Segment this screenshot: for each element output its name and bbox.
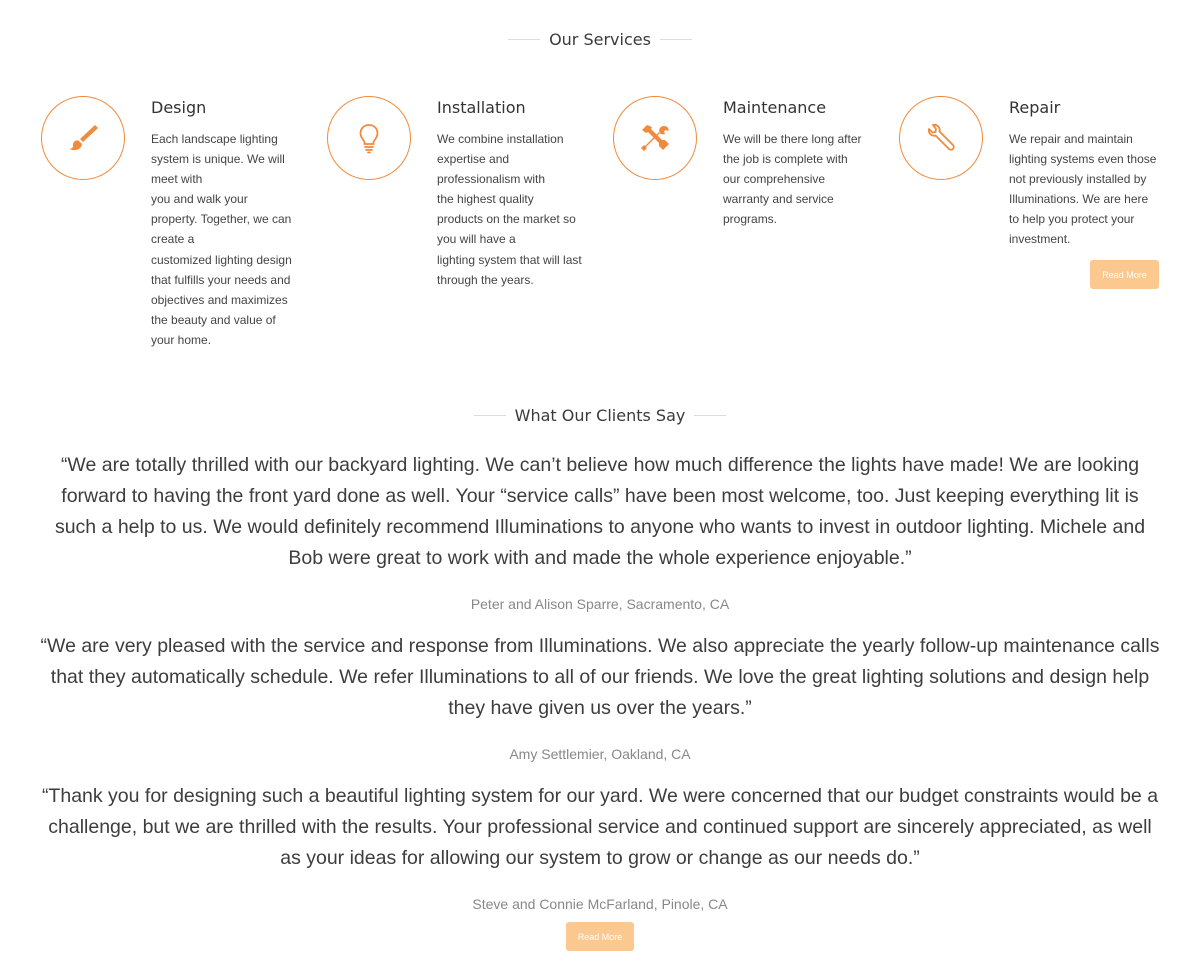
service-repair [899, 96, 1184, 366]
service-title: Repair [1009, 98, 1061, 117]
service-description: Each landscape lighting system is unique. We will meet with you and walk your property. Together, we can create a customized lighting design that fulfills your needs and objectives and maximizes the beauty and value of your home. [151, 132, 292, 347]
read-more-button[interactable]: Read More [1090, 260, 1159, 289]
divider [694, 415, 726, 416]
testimonial-author: Steve and Connie McFarland, Pinole, CA [472, 896, 728, 912]
divider [508, 39, 540, 40]
service-maintenance [613, 96, 898, 366]
service-description: We combine installation expertise and professionalism with the highest quality products on the market so you will have a lighting system that will last through the years. [437, 132, 582, 287]
testimonial-author: Peter and Alison Sparre, Sacramento, CA [470, 596, 730, 612]
lightbulb-icon [327, 96, 411, 180]
paintbrush-icon [41, 96, 125, 180]
testimonial-quote: “We are very pleased with the service and response from Illuminations. We also appreciate the yearly follow-up maintenance calls that they automatically schedule. We refer Illuminations to all of our friends. We love the great lighting solutions and design help they have given us over the years.” [40, 635, 1160, 719]
hammer-wrench-icon [613, 96, 697, 180]
services-title: Our Services [549, 29, 651, 49]
service-design [41, 96, 326, 366]
service-title: Design [151, 98, 207, 117]
clients-heading [0, 404, 1200, 426]
service-installation [327, 96, 612, 366]
clients-title: What Our Clients Say [514, 405, 686, 425]
testimonial-author: Amy Settlemier, Oakland, CA [509, 746, 691, 762]
service-description: We repair and maintain lighting systems even those not previously installed by Illuminations. We are here to help you protect your investment. [1009, 132, 1157, 247]
divider [660, 39, 692, 40]
service-title: Installation [437, 98, 526, 117]
read-more-button[interactable]: Read More [566, 922, 634, 951]
testimonial-quote: “Thank you for designing such a beautiful lighting system for our yard. We were concerned that our budget constraints would be a challenge, but we are thrilled with the results. Your professional service and continued support are sincerely appreciated, as well as your ideas for allowing our system to grow or change as our needs do.” [41, 785, 1159, 869]
service-title: Maintenance [723, 98, 827, 117]
services-heading [0, 28, 1200, 50]
divider [474, 415, 506, 416]
service-description: We will be there long after the job is complete with our comprehensive warranty and service programs. [723, 132, 862, 227]
wrench-icon [899, 96, 983, 180]
testimonial-quote: “We are totally thrilled with our backyard lighting. We can’t believe how much difference the lights have made! We are looking forward to having the front yard done as well. Your “service calls” have been most welcome, too. Just keeping everything lit is such a help to us. We would definitely recommend Illuminations to anyone who wants to invest in outdoor lighting. Michele and Bob were great to work with and made the whole experience enjoyable.” [54, 454, 1146, 569]
testimonials-list [40, 450, 1160, 914]
